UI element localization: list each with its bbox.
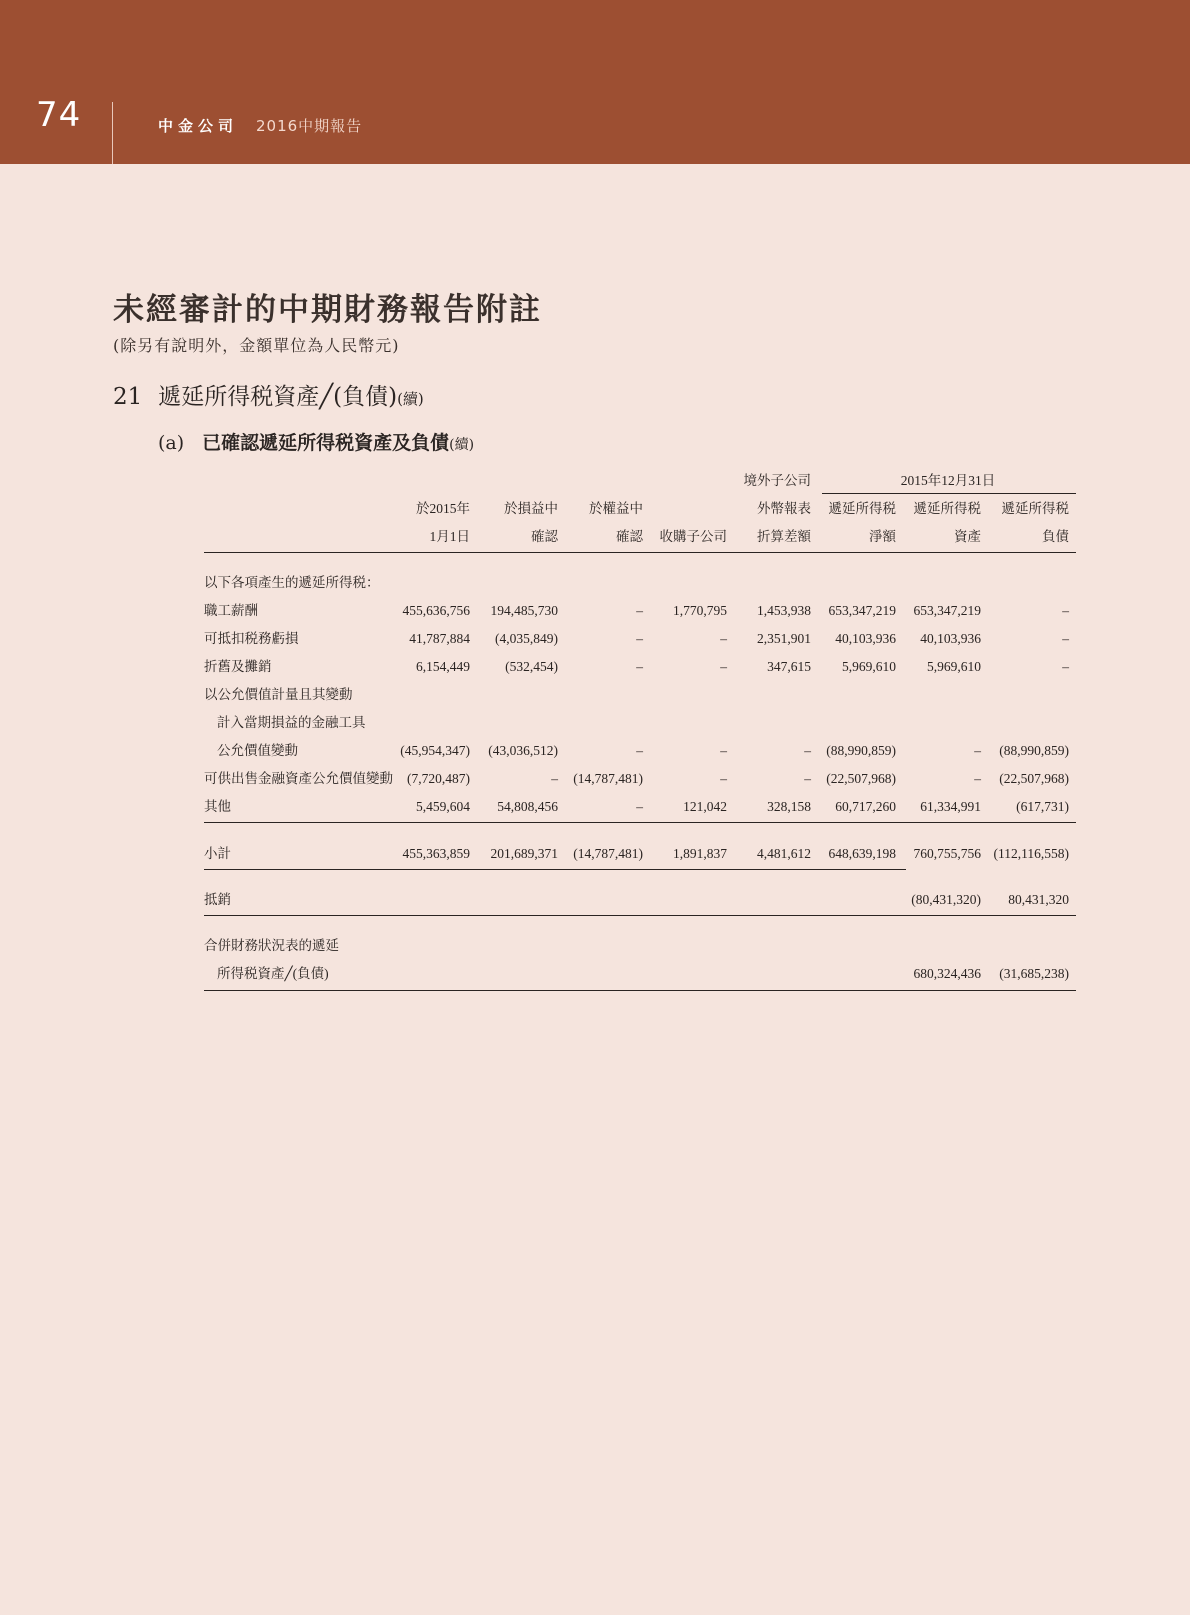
- header-company: 中金公司: [158, 117, 239, 135]
- row-label: 可供出售金融資產公允價值變動: [204, 771, 393, 786]
- table-cell: (532,454): [505, 659, 558, 674]
- column-header: 外幣報表: [757, 501, 811, 516]
- row-label: 職工薪酬: [204, 603, 258, 618]
- column-header: 1月1日: [429, 529, 470, 544]
- table-cell: –: [974, 743, 981, 758]
- table-cell: 2,351,901: [757, 631, 811, 646]
- subtotal-bottom-rule: [204, 869, 906, 870]
- table-cell: –: [720, 771, 727, 786]
- column-header: 於權益中: [589, 501, 643, 516]
- table-cell: (617,731): [1016, 799, 1069, 814]
- subtotal-cell: 201,689,371: [490, 846, 558, 861]
- column-header: 資產: [954, 529, 981, 544]
- table-cell: 194,485,730: [490, 603, 558, 618]
- column-header: 折算差額: [757, 529, 811, 544]
- table-cell: 40,103,936: [835, 631, 896, 646]
- column-header: 淨額: [869, 529, 896, 544]
- subsection-letter: (a): [158, 432, 185, 454]
- group-header-2015-12-31: 2015年12月31日: [900, 473, 996, 488]
- subtotal-cell: (14,787,481): [573, 846, 643, 861]
- table-cell: 1,770,795: [673, 603, 727, 618]
- offset-label: 抵銷: [204, 892, 231, 907]
- subtotal-top-rule: [204, 822, 1076, 823]
- column-header: 於2015年: [416, 501, 470, 516]
- table-cell: 61,334,991: [920, 799, 981, 814]
- table-cell: –: [1062, 659, 1069, 674]
- table-cell: 121,042: [683, 799, 727, 814]
- table-cell: 5,459,604: [416, 799, 470, 814]
- column-header: 遞延所得税: [828, 501, 896, 516]
- table-cell: –: [636, 743, 643, 758]
- table-cell: –: [636, 631, 643, 646]
- row-label: 折舊及攤銷: [204, 659, 272, 674]
- subtotal-cell: 1,891,837: [673, 846, 727, 861]
- table-cell: 347,615: [767, 659, 811, 674]
- row-label: 計入當期損益的金融工具: [217, 715, 366, 730]
- offset-bottom-rule: [204, 915, 1076, 916]
- consolidated-cell: 680,324,436: [913, 966, 981, 981]
- table-cell: (43,036,512): [488, 743, 558, 758]
- table-cell: –: [720, 659, 727, 674]
- table-cell: 6,154,449: [416, 659, 470, 674]
- table-cell: 54,808,456: [497, 799, 558, 814]
- table-cell: 653,347,219: [913, 603, 981, 618]
- table-cell: (22,507,968): [826, 771, 896, 786]
- table-cell: 41,787,884: [409, 631, 470, 646]
- subtotal-cell: 760,755,756: [913, 846, 981, 861]
- table-cell: –: [551, 771, 558, 786]
- table-cell: 328,158: [767, 799, 811, 814]
- subtotal-cell: (112,116,558): [993, 846, 1069, 861]
- section-number: 21: [113, 384, 143, 410]
- subtotal-cell: 455,363,859: [402, 846, 470, 861]
- doc-subtitle: (除另有說明外，金額單位為人民幣元): [113, 336, 400, 355]
- table-cell: (88,990,859): [999, 743, 1069, 758]
- section-title: 遞延所得税資產╱(負債): [158, 384, 398, 410]
- row-label: 以公允價值計量且其變動: [204, 687, 353, 702]
- consolidated-label-line1: 合併財務狀況表的遞延: [204, 938, 339, 953]
- table-cell: –: [1062, 603, 1069, 618]
- table-cell: –: [1062, 631, 1069, 646]
- column-header: 確認: [616, 529, 643, 544]
- subtotal-label: 小計: [204, 846, 231, 861]
- table-cell: –: [804, 771, 811, 786]
- offset-cell: (80,431,320): [911, 892, 981, 907]
- consolidated-cell: (31,685,238): [999, 966, 1069, 981]
- header-bottom-rule: [204, 552, 1076, 553]
- table-cell: –: [636, 603, 643, 618]
- subsection-continued: (續): [449, 437, 475, 453]
- row-label: 公允價值變動: [217, 743, 298, 758]
- column-header: 遞延所得税: [1001, 501, 1069, 516]
- table-cell: (22,507,968): [999, 771, 1069, 786]
- table-cell: 455,636,756: [402, 603, 470, 618]
- subsection-title: 已確認遞延所得税資產及負債: [202, 432, 450, 454]
- header-report-title: 2016中期報告: [256, 117, 363, 135]
- table-cell: –: [974, 771, 981, 786]
- table-cell: (14,787,481): [573, 771, 643, 786]
- doc-title: 未經審計的中期財務報告附註: [113, 292, 542, 328]
- table-cell: (7,720,487): [407, 771, 470, 786]
- table-cell: 1,453,938: [757, 603, 811, 618]
- subtotal-cell: 4,481,612: [757, 846, 811, 861]
- table-cell: 653,347,219: [828, 603, 896, 618]
- column-header: 於損益中: [504, 501, 558, 516]
- table-cell: 40,103,936: [920, 631, 981, 646]
- column-header: 境外子公司: [743, 473, 811, 488]
- table-cell: 60,717,260: [835, 799, 896, 814]
- row-label: 可抵扣税務虧損: [204, 631, 299, 646]
- offset-cell: 80,431,320: [1008, 892, 1069, 907]
- row-label: 其他: [204, 799, 231, 814]
- table-cell: 5,969,610: [927, 659, 981, 674]
- table-cell: (45,954,347): [400, 743, 470, 758]
- column-header: 遞延所得税: [913, 501, 981, 516]
- column-header: 收購子公司: [659, 529, 727, 544]
- table-cell: (4,035,849): [495, 631, 558, 646]
- table-cell: –: [720, 743, 727, 758]
- column-header: 負債: [1042, 529, 1069, 544]
- subtotal-cell: 648,639,198: [828, 846, 896, 861]
- column-header: 確認: [531, 529, 558, 544]
- group-header-rule: [822, 493, 1076, 494]
- section-label: 以下各項產生的遞延所得税：: [204, 575, 380, 590]
- page-number: 74: [36, 95, 82, 135]
- table-cell: –: [636, 659, 643, 674]
- table-cell: –: [636, 799, 643, 814]
- table-cell: 5,969,610: [842, 659, 896, 674]
- section-continued: (續): [397, 390, 424, 408]
- table-cell: –: [804, 743, 811, 758]
- table-bottom-rule: [204, 990, 1076, 991]
- consolidated-label-line2: 所得税資產╱(負債): [217, 966, 329, 981]
- table-cell: –: [720, 631, 727, 646]
- table-cell: (88,990,859): [826, 743, 896, 758]
